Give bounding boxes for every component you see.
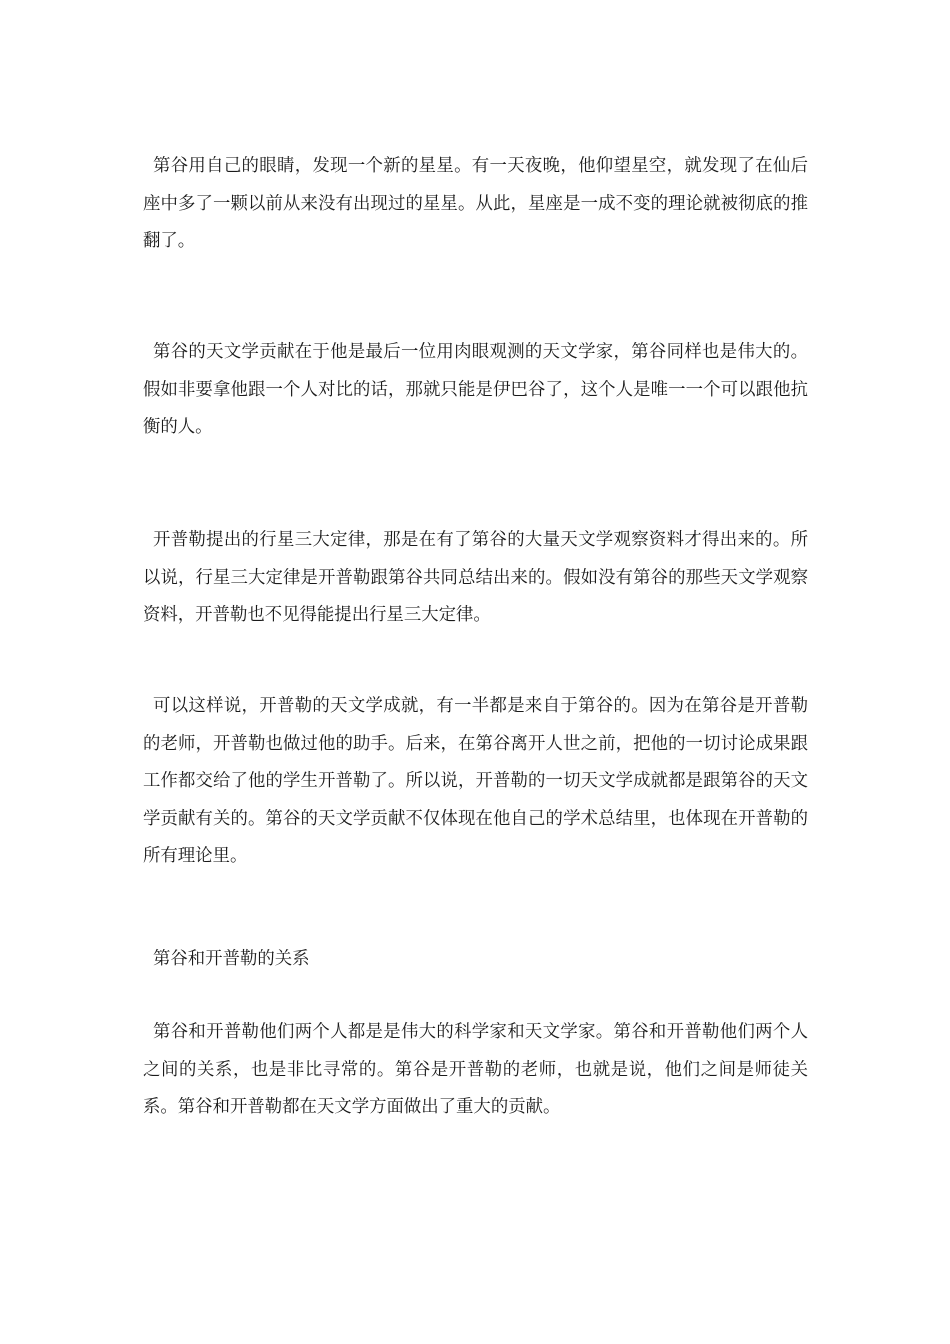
paragraph-kepler-achievements: 可以这样说，开普勒的天文学成就，有一半都是来自于第谷的。因为在第谷是开普勒的老师，开普勒也做过他的助手。后来，在第谷离开人世之前，把他的一切讨论成果跟工作都交给了他的学生开普勒了。所以说，开普勒的一切天文学成就都是跟第谷的天文学贡献有关的。第谷的天文学贡献不仅体现在他自己的学术总结里，也体现在开普勒的所有理论里。: [143, 696, 808, 866]
paragraph-tycho-new-star: 第谷用自己的眼睛，发现一个新的星星。有一天夜晚，他仰望星空，就发现了在仙后座中多了一颗以前从来没有出现过的星星。从此，星座是一成不变的理论就被彻底的推翻了。: [143, 156, 808, 251]
section-heading: 第谷和开普勒的关系: [153, 949, 310, 969]
paragraph-kepler-laws: 开普勒提出的行星三大定律，那是在有了第谷的大量天文学观察资料才得出来的。所以说，行星三大定律是开普勒跟第谷共同总结出来的。假如没有第谷的那些天文学观察资料，开普勒也不见得能提出行星三大定律。: [143, 530, 808, 625]
paragraph-tycho-contribution: 第谷的天文学贡献在于他是最后一位用肉眼观测的天文学家，第谷同样也是伟大的。假如非要拿他跟一个人对比的话，那就只能是伊巴谷了，这个人是唯一一个可以跟他抗衡的人。: [143, 342, 808, 437]
paragraph-relationship: 第谷和开普勒他们两个人都是是伟大的科学家和天文学家。第谷和开普勒他们两个人之间的关系，也是非比寻常的。第谷是开普勒的老师，也就是说，他们之间是师徒关系。第谷和开普勒都在天文学方面做出了重大的贡献。: [143, 1022, 808, 1117]
